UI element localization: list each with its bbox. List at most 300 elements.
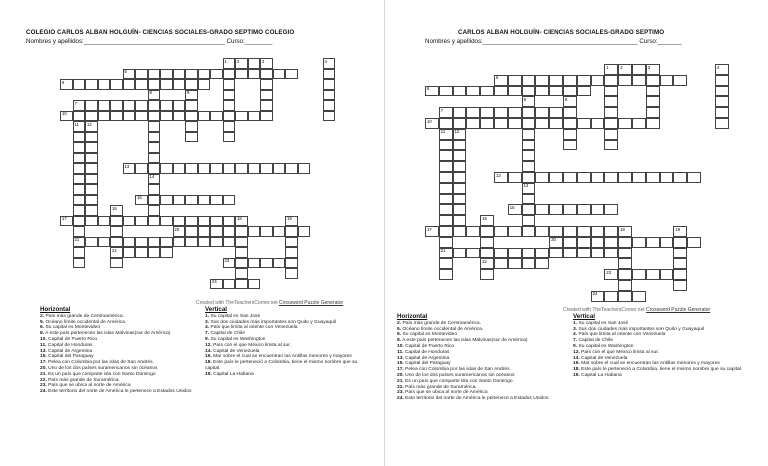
crossword-cell[interactable] (508, 226, 522, 237)
crossword-cell[interactable] (73, 247, 86, 258)
crossword-cell[interactable] (522, 248, 536, 259)
crossword-cell[interactable] (160, 111, 173, 122)
crossword-cell[interactable] (85, 132, 98, 143)
crossword-cell[interactable] (480, 258, 494, 269)
crossword-cell[interactable] (110, 100, 123, 111)
crossword-cell[interactable] (591, 291, 605, 302)
crossword-cell[interactable] (285, 216, 298, 227)
crossword-cell[interactable] (285, 226, 298, 237)
crossword-cell[interactable] (604, 226, 618, 237)
crossword-cell[interactable] (148, 79, 161, 90)
crossword-cell[interactable] (185, 216, 198, 227)
crossword-cell[interactable] (298, 226, 311, 237)
crossword-cell[interactable] (210, 111, 223, 122)
crossword-cell[interactable] (223, 237, 236, 248)
crossword-cell[interactable] (260, 258, 273, 269)
crossword-cell[interactable] (85, 121, 98, 132)
crossword-cell[interactable] (85, 216, 98, 227)
crossword-cell[interactable] (439, 248, 453, 259)
crossword-cell[interactable] (508, 248, 522, 259)
crossword-cell[interactable] (98, 216, 111, 227)
crossword-cell[interactable] (618, 237, 632, 248)
crossword-cell[interactable] (618, 118, 632, 129)
crossword-cell[interactable] (522, 140, 536, 151)
crossword-cell[interactable] (235, 237, 248, 248)
crossword-cell[interactable] (494, 75, 508, 86)
crossword-cell[interactable] (466, 107, 480, 118)
crossword-cell[interactable] (198, 237, 211, 248)
crossword-cell[interactable] (439, 118, 453, 129)
crossword-cell[interactable] (604, 107, 618, 118)
crossword-cell[interactable] (577, 226, 591, 237)
crossword-cell[interactable] (185, 195, 198, 206)
crossword-cell[interactable] (604, 86, 618, 97)
crossword-cell[interactable] (323, 111, 336, 122)
crossword-cell[interactable] (577, 237, 591, 248)
crossword-cell[interactable] (73, 79, 86, 90)
crossword-cell[interactable] (185, 111, 198, 122)
crossword-cell[interactable] (453, 226, 467, 237)
crossword-cell[interactable] (535, 226, 549, 237)
crossword-grid[interactable] (60, 58, 360, 298)
crossword-cell[interactable] (494, 86, 508, 97)
crossword-cell[interactable] (110, 216, 123, 227)
crossword-cell[interactable] (148, 174, 161, 185)
crossword-cell[interactable] (439, 258, 453, 269)
crossword-cell[interactable] (480, 226, 494, 237)
crossword-cell[interactable] (248, 163, 261, 174)
crossword-cell[interactable] (563, 226, 577, 237)
crossword-cell[interactable] (235, 279, 248, 290)
crossword-cell[interactable] (604, 248, 618, 259)
crossword-cell[interactable] (508, 118, 522, 129)
crossword-cell[interactable] (618, 226, 632, 237)
crossword-cell[interactable] (673, 172, 687, 183)
crossword-cell[interactable] (135, 247, 148, 258)
crossword-cell[interactable] (85, 174, 98, 185)
crossword-cell[interactable] (260, 100, 273, 111)
crossword-cell[interactable] (604, 129, 618, 140)
crossword-cell[interactable] (135, 111, 148, 122)
crossword-cell[interactable] (248, 258, 261, 269)
crossword-cell[interactable] (235, 268, 248, 279)
crossword-cell[interactable] (646, 237, 660, 248)
crossword-cell[interactable] (604, 237, 618, 248)
crossword-cell[interactable] (135, 100, 148, 111)
crossword-cell[interactable] (604, 291, 618, 302)
crossword-cell[interactable] (508, 258, 522, 269)
crossword-cell[interactable] (185, 69, 198, 80)
crossword-cell[interactable] (549, 172, 563, 183)
crossword-cell[interactable] (563, 140, 577, 151)
crossword-cell[interactable] (298, 163, 311, 174)
crossword-cell[interactable] (123, 111, 136, 122)
crossword-cell[interactable] (632, 269, 646, 280)
crossword-cell[interactable] (453, 118, 467, 129)
crossword-cell[interactable] (522, 86, 536, 97)
crossword-cell[interactable] (439, 269, 453, 280)
crossword-cell[interactable] (618, 280, 632, 291)
crossword-cell[interactable] (632, 172, 646, 183)
crossword-cell[interactable] (453, 183, 467, 194)
crossword-cell[interactable] (173, 216, 186, 227)
crossword-cell[interactable] (646, 118, 660, 129)
crossword-cell[interactable] (148, 90, 161, 101)
crossword-cell[interactable] (673, 280, 687, 291)
crossword-cell[interactable] (135, 163, 148, 174)
crossword-cell[interactable] (273, 69, 286, 80)
crossword-cell[interactable] (632, 64, 646, 75)
crossword-cell[interactable] (522, 107, 536, 118)
credit-link[interactable]: Crossword Puzzle Generator (279, 300, 344, 306)
crossword-cell[interactable] (687, 172, 701, 183)
crossword-cell[interactable] (223, 111, 236, 122)
crossword-cell[interactable] (522, 204, 536, 215)
crossword-cell[interactable] (604, 96, 618, 107)
crossword-cell[interactable] (98, 111, 111, 122)
crossword-cell[interactable] (73, 237, 86, 248)
crossword-cell[interactable] (535, 118, 549, 129)
crossword-cell[interactable] (223, 258, 236, 269)
crossword-cell[interactable] (591, 118, 605, 129)
crossword-cell[interactable] (148, 153, 161, 164)
crossword-cell[interactable] (480, 215, 494, 226)
crossword-cell[interactable] (73, 163, 86, 174)
crossword-cell[interactable] (715, 96, 729, 107)
crossword-cell[interactable] (260, 58, 273, 69)
crossword-cell[interactable] (85, 153, 98, 164)
crossword-cell[interactable] (453, 248, 467, 259)
crossword-cell[interactable] (604, 118, 618, 129)
crossword-cell[interactable] (185, 226, 198, 237)
crossword-cell[interactable] (549, 75, 563, 86)
crossword-cell[interactable] (439, 183, 453, 194)
crossword-cell[interactable] (273, 258, 286, 269)
crossword-cell[interactable] (494, 118, 508, 129)
crossword-cell[interactable] (466, 86, 480, 97)
crossword-cell[interactable] (223, 279, 236, 290)
crossword-cell[interactable] (466, 226, 480, 237)
crossword-cell[interactable] (185, 121, 198, 132)
crossword-cell[interactable] (235, 226, 248, 237)
crossword-cell[interactable] (73, 132, 86, 143)
crossword-cell[interactable] (73, 216, 86, 227)
crossword-cell[interactable] (439, 86, 453, 97)
crossword-cell[interactable] (85, 79, 98, 90)
crossword-cell[interactable] (73, 184, 86, 195)
crossword-cell[interactable] (110, 79, 123, 90)
crossword-cell[interactable] (687, 237, 701, 248)
crossword-cell[interactable] (673, 258, 687, 269)
crossword-cell[interactable] (563, 107, 577, 118)
crossword-cell[interactable] (632, 237, 646, 248)
crossword-cell[interactable] (135, 237, 148, 248)
crossword-cell[interactable] (453, 107, 467, 118)
crossword-cell[interactable] (618, 248, 632, 259)
crossword-cell[interactable] (591, 226, 605, 237)
crossword-cell[interactable] (646, 269, 660, 280)
crossword-cell[interactable] (148, 247, 161, 258)
crossword-cell[interactable] (160, 195, 173, 206)
crossword-cell[interactable] (160, 69, 173, 80)
crossword-cell[interactable] (160, 163, 173, 174)
crossword-cell[interactable] (323, 58, 336, 69)
crossword-cell[interactable] (494, 248, 508, 259)
crossword-cell[interactable] (73, 111, 86, 122)
crossword-cell[interactable] (439, 161, 453, 172)
crossword-cell[interactable] (85, 142, 98, 153)
crossword-cell[interactable] (173, 226, 186, 237)
crossword-cell[interactable] (148, 195, 161, 206)
crossword-cell[interactable] (646, 172, 660, 183)
crossword-cell[interactable] (577, 248, 591, 259)
crossword-cell[interactable] (123, 163, 136, 174)
crossword-cell[interactable] (285, 268, 298, 279)
crossword-cell[interactable] (439, 107, 453, 118)
crossword-cell[interactable] (235, 163, 248, 174)
crossword-cell[interactable] (673, 226, 687, 237)
crossword-cell[interactable] (563, 75, 577, 86)
crossword-cell[interactable] (453, 215, 467, 226)
crossword-cell[interactable] (673, 237, 687, 248)
crossword-cell[interactable] (235, 111, 248, 122)
crossword-cell[interactable] (563, 248, 577, 259)
crossword-cell[interactable] (439, 140, 453, 151)
crossword-cell[interactable] (185, 237, 198, 248)
crossword-cell[interactable] (522, 161, 536, 172)
crossword-cell[interactable] (85, 195, 98, 206)
crossword-cell[interactable] (480, 118, 494, 129)
crossword-cell[interactable] (85, 237, 98, 248)
crossword-cell[interactable] (453, 140, 467, 151)
crossword-cell[interactable] (148, 184, 161, 195)
crossword-cell[interactable] (646, 75, 660, 86)
crossword-cell[interactable] (248, 279, 261, 290)
crossword-cell[interactable] (439, 150, 453, 161)
crossword-cell[interactable] (160, 100, 173, 111)
crossword-cell[interactable] (123, 247, 136, 258)
crossword-cell[interactable] (148, 121, 161, 132)
crossword-grid[interactable] (425, 64, 765, 304)
crossword-cell[interactable] (160, 247, 173, 258)
crossword-cell[interactable] (198, 111, 211, 122)
crossword-cell[interactable] (563, 172, 577, 183)
crossword-cell[interactable] (73, 205, 86, 216)
crossword-cell[interactable] (563, 237, 577, 248)
crossword-cell[interactable] (563, 204, 577, 215)
crossword-cell[interactable] (522, 258, 536, 269)
crossword-cell[interactable] (466, 248, 480, 259)
crossword-cell[interactable] (577, 118, 591, 129)
crossword-cell[interactable] (160, 216, 173, 227)
crossword-cell[interactable] (260, 69, 273, 80)
crossword-cell[interactable] (494, 258, 508, 269)
crossword-cell[interactable] (591, 172, 605, 183)
crossword-cell[interactable] (439, 194, 453, 205)
crossword-cell[interactable] (235, 69, 248, 80)
crossword-cell[interactable] (522, 215, 536, 226)
crossword-cell[interactable] (549, 248, 563, 259)
crossword-cell[interactable] (673, 75, 687, 86)
crossword-cell[interactable] (173, 237, 186, 248)
crossword-cell[interactable] (285, 247, 298, 258)
crossword-cell[interactable] (135, 69, 148, 80)
crossword-cell[interactable] (660, 75, 674, 86)
crossword-cell[interactable] (198, 163, 211, 174)
crossword-cell[interactable] (660, 172, 674, 183)
crossword-cell[interactable] (73, 174, 86, 185)
crossword-cell[interactable] (425, 118, 439, 129)
crossword-cell[interactable] (85, 163, 98, 174)
crossword-cell[interactable] (148, 69, 161, 80)
crossword-cell[interactable] (604, 75, 618, 86)
crossword-cell[interactable] (323, 100, 336, 111)
crossword-cell[interactable] (453, 129, 467, 140)
crossword-cell[interactable] (123, 69, 136, 80)
crossword-cell[interactable] (135, 195, 148, 206)
crossword-cell[interactable] (123, 100, 136, 111)
crossword-cell[interactable] (715, 107, 729, 118)
crossword-cell[interactable] (425, 86, 439, 97)
crossword-cell[interactable] (135, 216, 148, 227)
crossword-cell[interactable] (223, 132, 236, 143)
crossword-cell[interactable] (98, 237, 111, 248)
crossword-cell[interactable] (223, 121, 236, 132)
crossword-cell[interactable] (522, 118, 536, 129)
crossword-cell[interactable] (591, 75, 605, 86)
crossword-cell[interactable] (223, 58, 236, 69)
crossword-cell[interactable] (285, 163, 298, 174)
crossword-cell[interactable] (577, 204, 591, 215)
crossword-cell[interactable] (604, 204, 618, 215)
crossword-cell[interactable] (646, 96, 660, 107)
crossword-cell[interactable] (148, 237, 161, 248)
crossword-cell[interactable] (535, 172, 549, 183)
crossword-cell[interactable] (60, 216, 73, 227)
crossword-cell[interactable] (466, 118, 480, 129)
crossword-cell[interactable] (453, 161, 467, 172)
crossword-cell[interactable] (148, 163, 161, 174)
crossword-cell[interactable] (522, 150, 536, 161)
crossword-cell[interactable] (549, 86, 563, 97)
crossword-cell[interactable] (248, 111, 261, 122)
crossword-cell[interactable] (73, 258, 86, 269)
crossword-cell[interactable] (522, 129, 536, 140)
crossword-cell[interactable] (248, 226, 261, 237)
crossword-cell[interactable] (522, 194, 536, 205)
crossword-cell[interactable] (535, 258, 549, 269)
crossword-cell[interactable] (439, 215, 453, 226)
crossword-cell[interactable] (618, 75, 632, 86)
crossword-cell[interactable] (248, 58, 261, 69)
crossword-cell[interactable] (439, 237, 453, 248)
crossword-cell[interactable] (173, 79, 186, 90)
crossword-cell[interactable] (73, 121, 86, 132)
crossword-cell[interactable] (223, 69, 236, 80)
crossword-cell[interactable] (148, 142, 161, 153)
crossword-cell[interactable] (110, 247, 123, 258)
crossword-cell[interactable] (173, 163, 186, 174)
crossword-cell[interactable] (660, 269, 674, 280)
crossword-cell[interactable] (618, 64, 632, 75)
crossword-cell[interactable] (110, 258, 123, 269)
crossword-cell[interactable] (577, 172, 591, 183)
crossword-cell[interactable] (618, 172, 632, 183)
crossword-cell[interactable] (323, 79, 336, 90)
crossword-cell[interactable] (618, 269, 632, 280)
crossword-cell[interactable] (198, 195, 211, 206)
crossword-cell[interactable] (673, 248, 687, 259)
crossword-cell[interactable] (604, 269, 618, 280)
crossword-cell[interactable] (508, 75, 522, 86)
crossword-cell[interactable] (522, 96, 536, 107)
crossword-cell[interactable] (577, 86, 591, 97)
crossword-cell[interactable] (210, 163, 223, 174)
crossword-cell[interactable] (123, 79, 136, 90)
crossword-cell[interactable] (60, 79, 73, 90)
crossword-cell[interactable] (160, 79, 173, 90)
crossword-cell[interactable] (535, 204, 549, 215)
crossword-cell[interactable] (563, 96, 577, 107)
crossword-cell[interactable] (210, 69, 223, 80)
crossword-cell[interactable] (480, 107, 494, 118)
crossword-cell[interactable] (85, 205, 98, 216)
crossword-cell[interactable] (715, 118, 729, 129)
crossword-cell[interactable] (210, 195, 223, 206)
crossword-cell[interactable] (591, 237, 605, 248)
crossword-cell[interactable] (73, 142, 86, 153)
crossword-cell[interactable] (73, 226, 86, 237)
crossword-cell[interactable] (494, 107, 508, 118)
crossword-cell[interactable] (73, 153, 86, 164)
crossword-cell[interactable] (425, 226, 439, 237)
crossword-cell[interactable] (494, 226, 508, 237)
crossword-cell[interactable] (198, 226, 211, 237)
crossword-cell[interactable] (185, 132, 198, 143)
crossword-cell[interactable] (198, 216, 211, 227)
crossword-cell[interactable] (223, 216, 236, 227)
crossword-cell[interactable] (480, 86, 494, 97)
crossword-cell[interactable] (85, 111, 98, 122)
crossword-cell[interactable] (260, 90, 273, 101)
crossword-cell[interactable] (185, 79, 198, 90)
crossword-cell[interactable] (632, 118, 646, 129)
crossword-cell[interactable] (494, 172, 508, 183)
crossword-cell[interactable] (439, 129, 453, 140)
crossword-cell[interactable] (715, 86, 729, 97)
crossword-cell[interactable] (123, 237, 136, 248)
crossword-cell[interactable] (673, 269, 687, 280)
crossword-cell[interactable] (632, 75, 646, 86)
crossword-cell[interactable] (323, 69, 336, 80)
crossword-cell[interactable] (73, 100, 86, 111)
crossword-cell[interactable] (110, 111, 123, 122)
crossword-cell[interactable] (173, 195, 186, 206)
crossword-cell[interactable] (480, 237, 494, 248)
crossword-cell[interactable] (223, 90, 236, 101)
crossword-cell[interactable] (210, 237, 223, 248)
crossword-cell[interactable] (453, 204, 467, 215)
crossword-cell[interactable] (604, 172, 618, 183)
crossword-cell[interactable] (323, 90, 336, 101)
crossword-cell[interactable] (535, 75, 549, 86)
crossword-cell[interactable] (439, 204, 453, 215)
crossword-cell[interactable] (453, 194, 467, 205)
crossword-cell[interactable] (522, 172, 536, 183)
crossword-cell[interactable] (480, 269, 494, 280)
crossword-cell[interactable] (198, 79, 211, 90)
crossword-cell[interactable] (563, 86, 577, 97)
